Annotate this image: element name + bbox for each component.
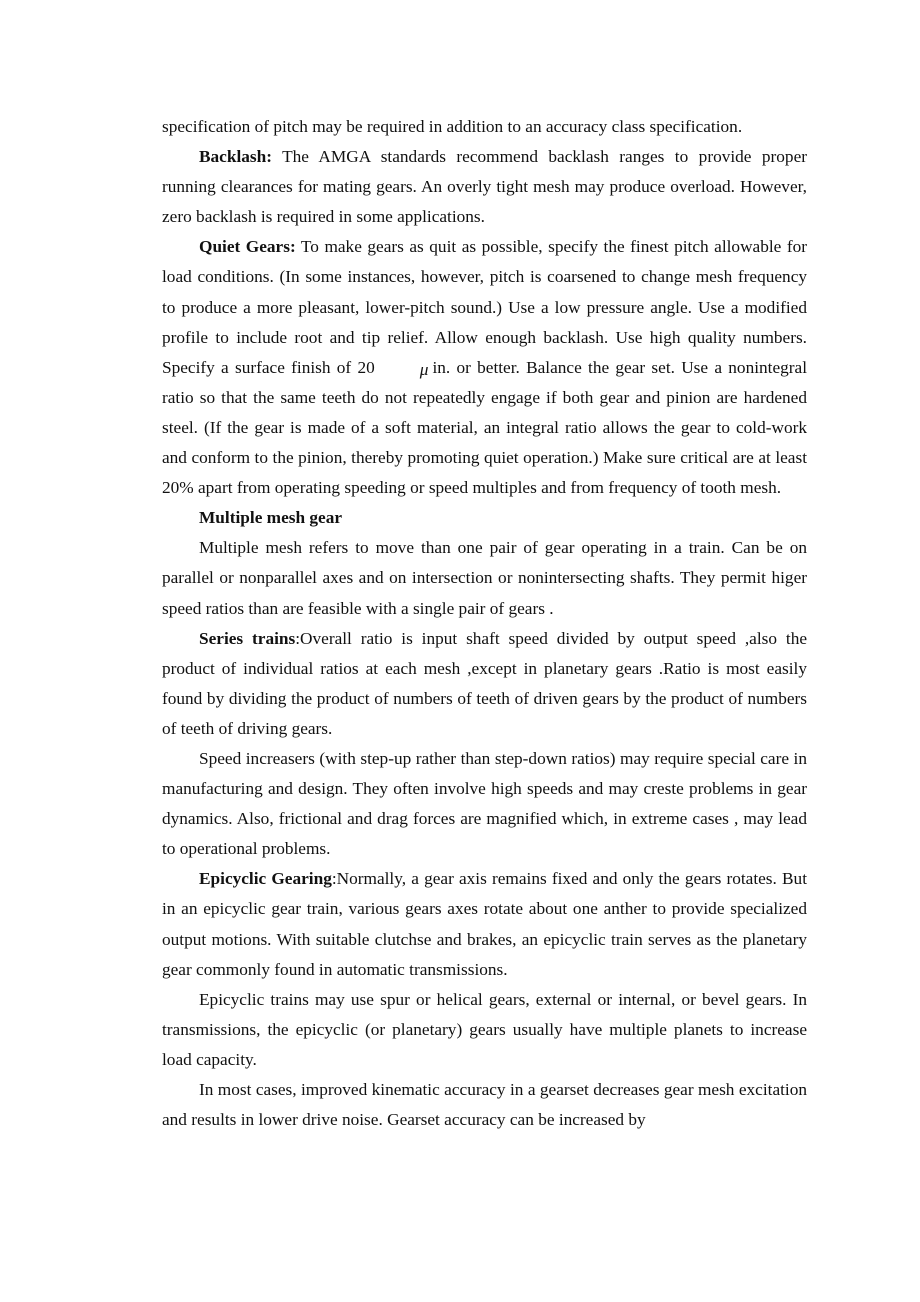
- heading-multiple-mesh-gear: Multiple mesh gear: [199, 508, 343, 528]
- paragraph-multiple-mesh: Multiple mesh refers to move than one pair of gear operating in a train. Can be on parallel or nonparallel axes and on intersection or nonintersecting shafts. They permit higer speed ratios than are feasible with a single pair of gears .: [162, 538, 807, 618]
- epicyclic-gearing-text: :Normally, a gear axis remains fixed and only the gears rotates. But in an epicyclic gear train, various gears axes rotate about one anther to provide specialized output motions. With suitable clutchse and brakes, an epicyclic train serves as the planetary gear commonly found in automatic transmissions.: [162, 869, 807, 979]
- quiet-gears-text-before: To make gears as quit as possible, specify the finest pitch allowable for load conditions. (In some instances, however, pitch is coarsened to change mesh frequency to produce a more pleasant, lower-pitch sound.) Use a low pressure angle. Use a modified profile to include root and tip relief. Allow enough backlash. Use high quality numbers. Specify a surface finish of 20: [162, 237, 807, 377]
- paragraph-epicyclic-gearing: [162, 864, 807, 984]
- paragraph-backlash: [162, 142, 807, 232]
- term-quiet-gears: Quiet Gears:: [199, 237, 296, 257]
- series-trains-text: :Overall ratio is input shaft speed divided by output speed ,also the product of individual ratios at each mesh ,except in planetary gears .Ratio is most easily found by dividing the product of numbers of teeth of driven gears by the product of numbers of teeth of driving gears.: [162, 628, 808, 738]
- term-backlash: Backlash:: [199, 147, 272, 167]
- paragraph-pitch-continuation: specification of pitch may be required in addition to an accuracy class specification.: [162, 117, 743, 136]
- paragraph-speed-increasers: Speed increasers (with step-up rather than step-down ratios) may require special care in manufacturing and design. They often involve high speeds and may creste problems in gear dynamics. Also, frictional and drag forces are magnified which, in extreme cases , may lead to operational problems.: [162, 748, 807, 859]
- paragraph-series-trains: [162, 624, 807, 744]
- mu-symbol: μ: [419, 359, 429, 379]
- term-series-trains: Series trains: [199, 628, 296, 648]
- document-page: [162, 112, 807, 1135]
- quiet-gears-text-after: in. or better. Balance the gear set. Use a nonintegral ratio so that the same teeth do not repeatedly engage if both gear and pinion are hardened steel. (If the gear is made of a soft material, an integral ratio allows the gear to cold-work and conform to the pinion, thereby promoting quiet operation.) Make sure critical are at least 20% apart from operating speeding or speed multiples and from frequency of tooth mesh.: [162, 357, 807, 498]
- paragraph-most-cases: In most cases, improved kinematic accuracy in a gearset decreases gear mesh excitation and results in lower drive noise. Gearset accuracy can be increased by: [162, 1080, 807, 1130]
- term-epicyclic-gearing: Epicyclic Gearing: [199, 869, 332, 889]
- backlash-text: The AMGA standards recommend backlash ranges to provide proper running clearances for mating gears. An overly tight mesh may produce overload. However, zero backlash is required in some applications.: [162, 147, 807, 227]
- paragraph-quiet-gears: [162, 232, 807, 503]
- paragraph-epicyclic-trains: Epicyclic trains may use spur or helical gears, external or internal, or bevel gears. In transmissions, the epicyclic (or planetary) gears usually have multiple planets to increase load capacity.: [162, 989, 807, 1069]
